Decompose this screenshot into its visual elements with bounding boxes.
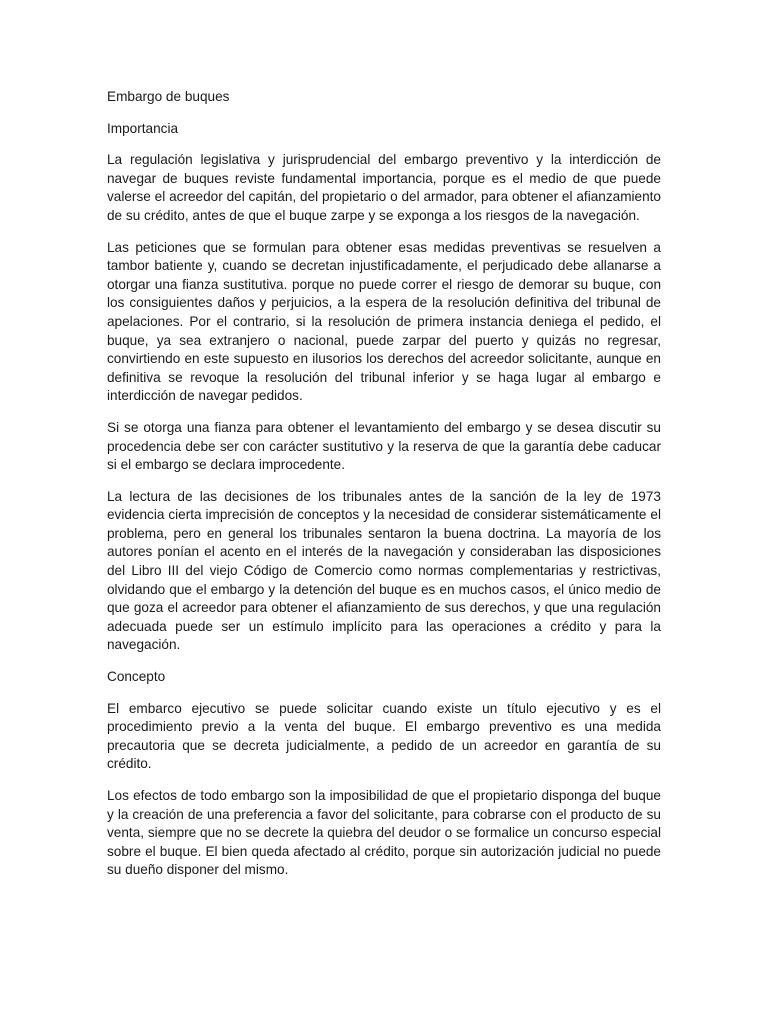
document-page bbox=[107, 88, 661, 893]
paragraph-5: El embarco ejecutivo se puede solicitar cuando existe un título ejecutivo y es el procedimiento previo a la venta del buque. El embargo preventivo es una medida precautoria que se decreta judicialmente, a pedido de un acreedor en garantía de su crédito. bbox=[107, 700, 661, 772]
paragraph-2: Las peticiones que se formulan para obtener esas medidas preventivas se resuelven a tambor batiente y, cuando se decretan injustificadamente, el perjudicado debe allanarse a otorgar una fianza sustitutiva. porque no puede correr el riesgo de demorar su buque, con los consiguientes daños y perjuicios, a la espera de la resolución definitiva del tribunal de apelaciones. Por el contrario, si la resolución de primera instancia deniega el pedido, el buque, ya sea extranjero o nacional, puede zarpar del puerto y quizás no regresar, convirtiendo en este supuesto en ilusorios los derechos del acreedor solicitante, aunque en definitiva se revoque la resolución del tribunal inferior y se haga lugar al embargo e interdicción de navegar pedidos. bbox=[107, 239, 661, 404]
document-title: Embargo de buques bbox=[107, 89, 230, 104]
paragraph-4: La lectura de las decisiones de los tribunales antes de la sanción de la ley de 1973 evidencia cierta imprecisión de conceptos y la necesidad de considerar sistemáticamente el problema, pero en general los tribunales sentaron la buena doctrina. La mayoría de los autores ponían el acento en el interés de la navegación y consideraban las disposiciones del Libro III del viejo Código de Comercio como normas complementarias y restrictivas, olvidando que el embargo y la detención del buque es en muchos casos, el único medio de que goza el acreedor para obtener el afianzamiento de sus derechos, y que una regulación adecuada puede ser un estímulo implícito para las operaciones a crédito y para la navegación. bbox=[107, 488, 661, 653]
paragraph-3: Si se otorga una fianza para obtener el levantamiento del embargo y se desea discutir su procedencia debe ser con carácter sustitutivo y la reserva de que la garantía debe caducar si el embargo se declara improcedente. bbox=[107, 419, 661, 473]
section-heading-concepto: Concepto bbox=[107, 669, 166, 685]
paragraph-6: Los efectos de todo embargo son la imposibilidad de que el propietario disponga del buque y la creación de una preferencia a favor del solicitante, para cobrarse con el producto de su venta, siempre que no se decrete la quiebra del deudor o se formalice un concurso especial sobre el buque. El bien queda afectado al crédito, porque sin autorización judicial no puede su dueño disponer del mismo. bbox=[107, 788, 661, 878]
section-heading-importancia: Importancia bbox=[107, 120, 179, 136]
paragraph-1: La regulación legislativa y jurisprudencial del embargo preventivo y la interdicción de navegar de buques reviste fundamental importancia, porque es el medio de que puede valerse el acreedor del capitán, del propietario o del armador, para obtener el afianzamiento de su crédito, antes de que el buque zarpe y se exponga a los riesgos de la navegación. bbox=[107, 152, 661, 223]
